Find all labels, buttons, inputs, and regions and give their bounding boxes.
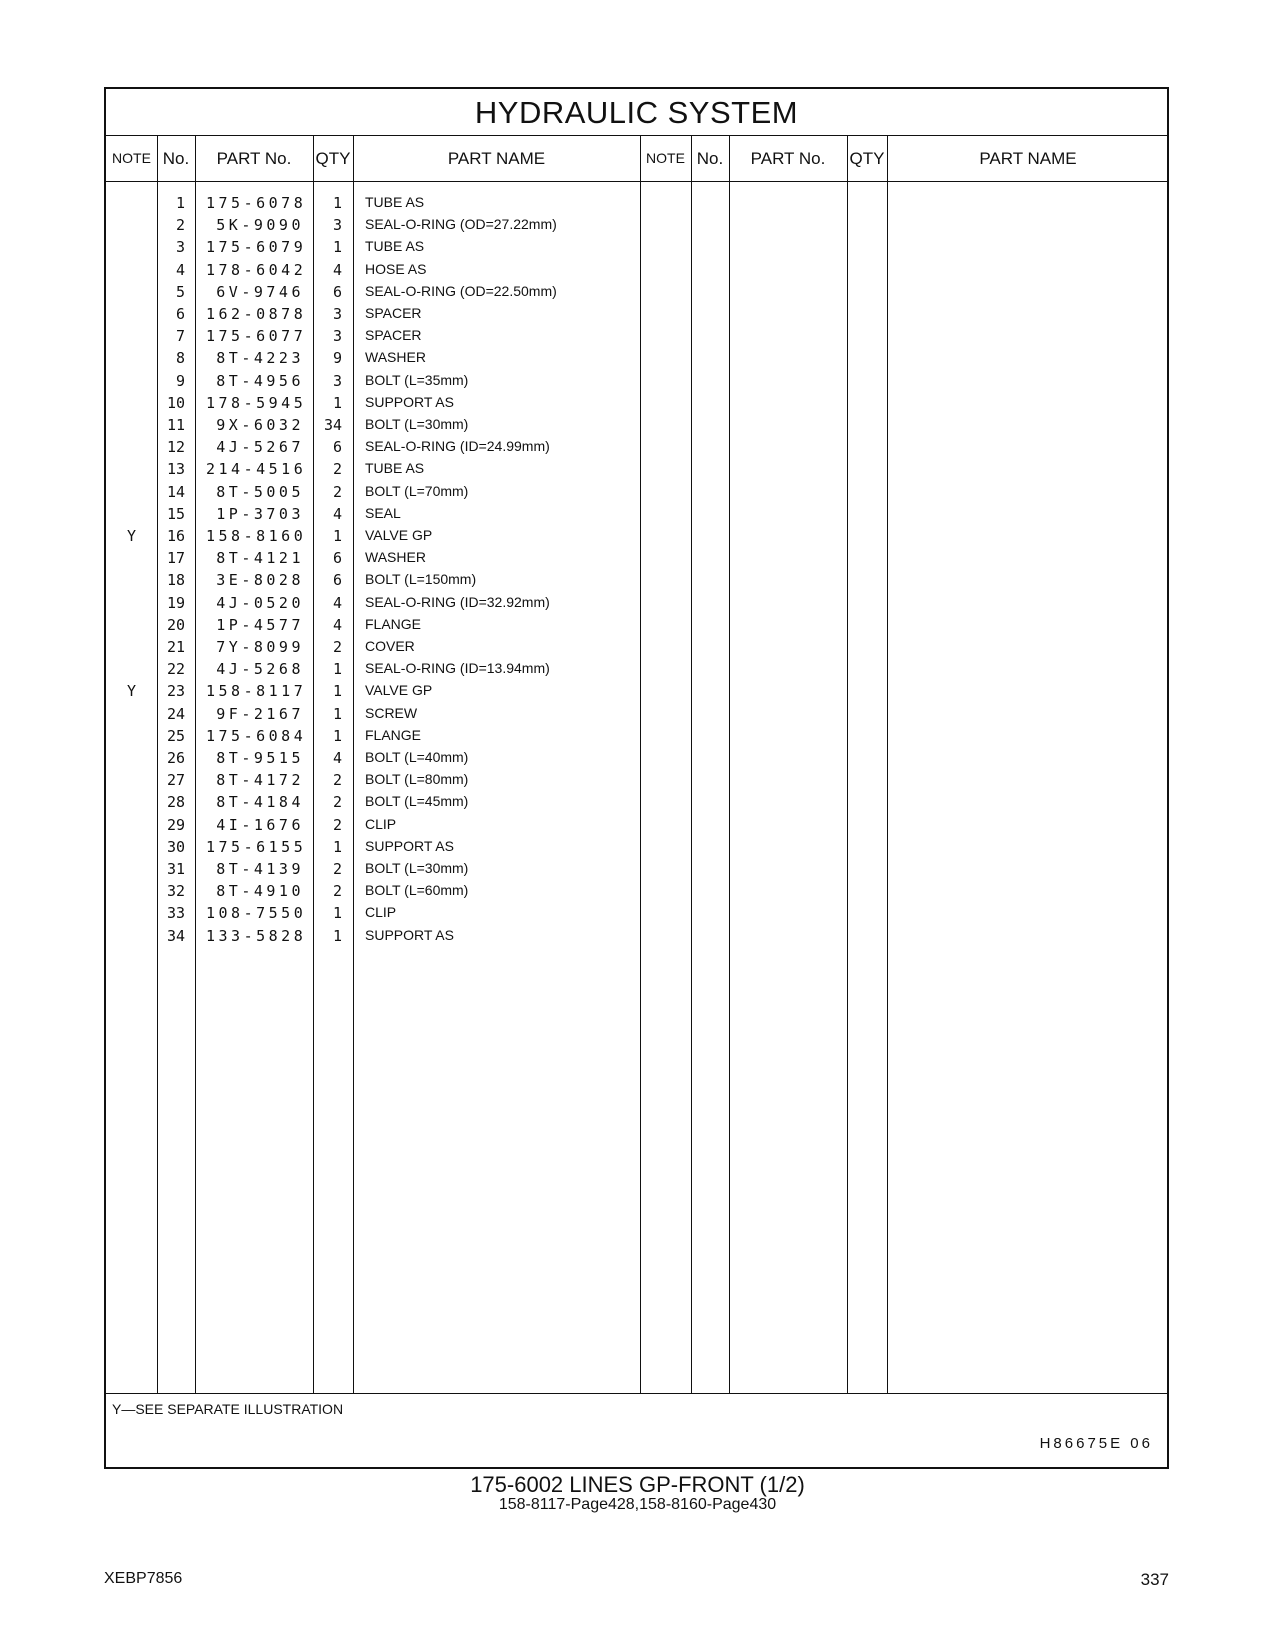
table-row: [106, 880, 646, 902]
row-part-number: 133-5828: [206, 926, 307, 945]
row-part-number: 9X-6032: [216, 416, 304, 434]
row-quantity: 3: [332, 327, 342, 346]
row-part-name: BOLT (L=60mm): [365, 882, 469, 899]
table-row: [106, 481, 646, 503]
table-row: [106, 281, 646, 303]
row-part-number: 4I-1676: [216, 815, 304, 834]
row-item-number: 9: [175, 371, 185, 390]
row-part-name: BOLT (L=30mm): [365, 416, 469, 432]
row-part-number: 5K-9090: [216, 216, 304, 235]
row-item-number: 6: [175, 305, 185, 323]
row-part-number: 175-6079: [206, 238, 307, 257]
row-item-number: 18: [166, 571, 185, 590]
row-item-number: 25: [166, 726, 185, 745]
header-no-right: No.: [696, 149, 724, 168]
row-part-name: HOSE AS: [365, 260, 427, 277]
row-part-name: BOLT (L=70mm): [365, 482, 469, 499]
row-part-name: FLANGE: [365, 726, 422, 743]
row-item-number: 21: [166, 638, 185, 656]
row-part-name: SPACER: [365, 305, 422, 321]
table-row: [106, 925, 646, 947]
row-item-number: 23: [166, 682, 185, 701]
row-part-name: BOLT (L=150mm): [365, 571, 477, 588]
document-id: XEBP7856: [104, 1570, 183, 1587]
row-item-number: 19: [166, 593, 185, 612]
row-part-number: 8T-5005: [216, 482, 304, 501]
row-quantity: 2: [332, 771, 342, 790]
row-part-number: 162-0878: [206, 305, 307, 323]
row-part-number: 7Y-8099: [216, 638, 304, 656]
row-quantity: 34: [323, 416, 342, 434]
table-row: [106, 791, 646, 813]
header-qty-left: QTY: [315, 149, 351, 168]
row-part-number: 175-6078: [206, 194, 307, 212]
row-part-name: SEAL-O-RING (ID=13.94mm): [365, 660, 550, 677]
row-quantity: 1: [332, 926, 342, 945]
row-item-number: 24: [166, 704, 185, 723]
row-item-number: 22: [166, 660, 185, 679]
row-part-number: 8T-4910: [216, 882, 304, 901]
parts-list-frame: [104, 87, 1169, 1469]
row-quantity: 2: [332, 815, 342, 834]
table-row: [106, 769, 646, 791]
row-part-number: 214-4516: [206, 460, 307, 479]
row-quantity: 1: [332, 726, 342, 745]
row-quantity: 6: [332, 571, 342, 590]
row-quantity: 2: [332, 460, 342, 479]
header-part-name-left: PART NAME: [447, 149, 546, 168]
table-row: [106, 347, 646, 369]
row-quantity: 3: [332, 216, 342, 235]
table-row: [106, 592, 646, 614]
row-part-name: BOLT (L=30mm): [365, 860, 469, 876]
row-part-name: BOLT (L=40mm): [365, 749, 469, 765]
row-quantity: 4: [332, 260, 342, 279]
row-item-number: 20: [166, 615, 185, 634]
row-note: Y: [126, 682, 137, 701]
row-part-number: 8T-4139: [216, 860, 304, 878]
row-part-number: 3E-8028: [216, 571, 304, 590]
row-part-name: SCREW: [365, 704, 418, 721]
row-part-name: TUBE AS: [365, 194, 425, 210]
table-row: [106, 458, 646, 480]
header-note-left: NOTE: [112, 150, 151, 166]
table-row: [106, 259, 646, 281]
row-item-number: 31: [166, 860, 185, 878]
row-quantity: 3: [332, 371, 342, 390]
row-part-name: SPACER: [365, 327, 422, 344]
row-part-number: 1P-4577: [216, 615, 304, 634]
row-item-number: 29: [166, 815, 185, 834]
row-quantity: 4: [332, 593, 342, 612]
row-part-number: 4J-0520: [216, 593, 304, 612]
row-part-number: 175-6077: [206, 327, 307, 346]
table-row: [106, 747, 646, 769]
row-part-name: FLANGE: [365, 615, 422, 632]
row-item-number: 4: [175, 260, 185, 279]
row-item-number: 16: [166, 527, 185, 545]
row-quantity: 1: [332, 837, 342, 856]
row-part-number: 4J-5268: [216, 660, 304, 679]
row-quantity: 1: [332, 194, 342, 212]
row-item-number: 34: [166, 926, 185, 945]
row-quantity: 2: [332, 860, 342, 878]
table-row: [106, 725, 646, 747]
row-part-number: 158-8117: [206, 682, 307, 701]
row-quantity: 1: [332, 682, 342, 701]
footnote: Y—SEE SEPARATE ILLUSTRATION: [112, 1401, 344, 1417]
header-part-no-right: PART No.: [750, 149, 826, 168]
row-part-number: 158-8160: [206, 527, 307, 545]
row-part-number: 8T-4956: [216, 371, 304, 390]
header-part-name-right: PART NAME: [979, 149, 1077, 168]
row-quantity: 4: [332, 749, 342, 767]
table-header: [106, 136, 1167, 182]
row-quantity: 4: [332, 504, 342, 523]
table-row: [106, 680, 646, 702]
row-quantity: 6: [332, 282, 342, 301]
row-item-number: 1: [175, 194, 185, 212]
row-quantity: 6: [332, 549, 342, 568]
row-part-number: 8T-4121: [216, 549, 304, 568]
row-part-number: 108-7550: [206, 904, 307, 923]
table-row: [106, 658, 646, 680]
table-row: [106, 703, 646, 725]
figure-subcaption: 158-8117-Page428,158-8160-Page430: [498, 1496, 777, 1513]
table-row: [106, 836, 646, 858]
row-quantity: 1: [332, 238, 342, 257]
row-item-number: 3: [175, 238, 185, 257]
row-item-number: 26: [166, 749, 185, 767]
row-part-name: BOLT (L=35mm): [365, 371, 469, 388]
row-part-name: SEAL-O-RING (OD=27.22mm): [365, 216, 557, 233]
row-quantity: 3: [332, 305, 342, 323]
table-row: [106, 370, 646, 392]
row-quantity: 2: [332, 882, 342, 901]
table-row: [106, 636, 646, 658]
header-no-left: No.: [162, 149, 190, 168]
row-part-name: CLIP: [365, 904, 397, 921]
row-quantity: 6: [332, 438, 342, 457]
row-quantity: 2: [332, 793, 342, 812]
row-part-name: VALVE GP: [365, 527, 433, 543]
figure-caption: 175-6002 LINES GP-FRONT (1/2): [470, 1472, 805, 1497]
table-row: [106, 614, 646, 636]
row-item-number: 12: [166, 438, 185, 457]
row-item-number: 10: [166, 393, 185, 412]
header-note-right: NOTE: [646, 150, 685, 166]
row-item-number: 30: [166, 837, 185, 856]
row-part-number: 8T-4223: [216, 349, 304, 368]
illustration-code: H86675E 06: [1039, 1435, 1153, 1452]
row-item-number: 32: [166, 882, 185, 901]
row-item-number: 17: [166, 549, 185, 568]
row-item-number: 2: [175, 216, 185, 235]
table-row: [106, 325, 646, 347]
table-row: [106, 547, 646, 569]
row-part-name: SUPPORT AS: [365, 393, 454, 410]
row-part-name: SEAL-O-RING (OD=22.50mm): [365, 282, 557, 299]
row-part-number: 178-5945: [206, 393, 307, 412]
row-quantity: 1: [332, 527, 342, 545]
page-number: 337: [1140, 1570, 1169, 1589]
row-part-number: 8T-4172: [216, 771, 304, 790]
section-title: HYDRAULIC SYSTEM: [106, 89, 1167, 136]
row-part-number: 4J-5267: [216, 438, 304, 457]
row-part-name: COVER: [365, 638, 415, 654]
row-part-name: TUBE AS: [365, 460, 425, 477]
row-quantity: 4: [332, 615, 342, 634]
row-part-name: SEAL-O-RING (ID=24.99mm): [365, 438, 550, 455]
row-part-name: SUPPORT AS: [365, 926, 454, 943]
row-item-number: 8: [175, 349, 185, 368]
row-quantity: 2: [332, 638, 342, 656]
row-part-number: 8T-9515: [216, 749, 304, 767]
row-part-number: 8T-4184: [216, 793, 304, 812]
row-quantity: 1: [332, 393, 342, 412]
row-quantity: 1: [332, 904, 342, 923]
header-qty-right: QTY: [849, 149, 885, 168]
row-item-number: 33: [166, 904, 185, 923]
table-row: [106, 503, 646, 525]
row-part-name: BOLT (L=80mm): [365, 771, 469, 788]
table-row: [106, 858, 646, 880]
row-quantity: 1: [332, 660, 342, 679]
row-item-number: 13: [166, 460, 185, 479]
row-note: Y: [126, 527, 137, 545]
row-part-name: SEAL-O-RING (ID=32.92mm): [365, 593, 550, 610]
row-quantity: 9: [332, 349, 342, 368]
row-part-name: WASHER: [365, 549, 426, 566]
row-part-name: SUPPORT AS: [365, 837, 454, 854]
row-part-number: 175-6155: [206, 837, 307, 856]
footer-divider: [106, 1393, 1167, 1394]
row-part-name: VALVE GP: [365, 682, 433, 699]
row-part-number: 6V-9746: [216, 282, 304, 301]
row-item-number: 7: [175, 327, 185, 346]
row-quantity: 2: [332, 482, 342, 501]
table-row: [106, 436, 646, 458]
row-item-number: 14: [166, 482, 185, 501]
table-row: [106, 236, 646, 258]
row-part-name: WASHER: [365, 349, 426, 366]
table-row: [106, 303, 646, 325]
table-row: [106, 392, 646, 414]
row-part-name: TUBE AS: [365, 238, 425, 255]
table-row: [106, 814, 646, 836]
row-part-number: 1P-3703: [216, 504, 304, 523]
table-row: [106, 902, 646, 924]
row-item-number: 27: [166, 771, 185, 790]
table-row: [106, 192, 646, 214]
row-item-number: 5: [175, 282, 185, 301]
row-item-number: 11: [166, 416, 185, 434]
row-item-number: 15: [166, 504, 185, 523]
row-quantity: 1: [332, 704, 342, 723]
row-item-number: 28: [166, 793, 185, 812]
table-row: [106, 525, 646, 547]
table-row: [106, 214, 646, 236]
header-part-no-left: PART No.: [216, 149, 292, 168]
row-part-number: 175-6084: [206, 726, 307, 745]
row-part-number: 178-6042: [206, 260, 307, 279]
table-row: [106, 569, 646, 591]
row-part-number: 9F-2167: [216, 704, 304, 723]
table-row: [106, 414, 646, 436]
row-part-name: SEAL: [365, 504, 401, 521]
row-part-name: BOLT (L=45mm): [365, 793, 469, 810]
parts-table-body: [106, 182, 1167, 1393]
row-part-name: CLIP: [365, 815, 397, 832]
